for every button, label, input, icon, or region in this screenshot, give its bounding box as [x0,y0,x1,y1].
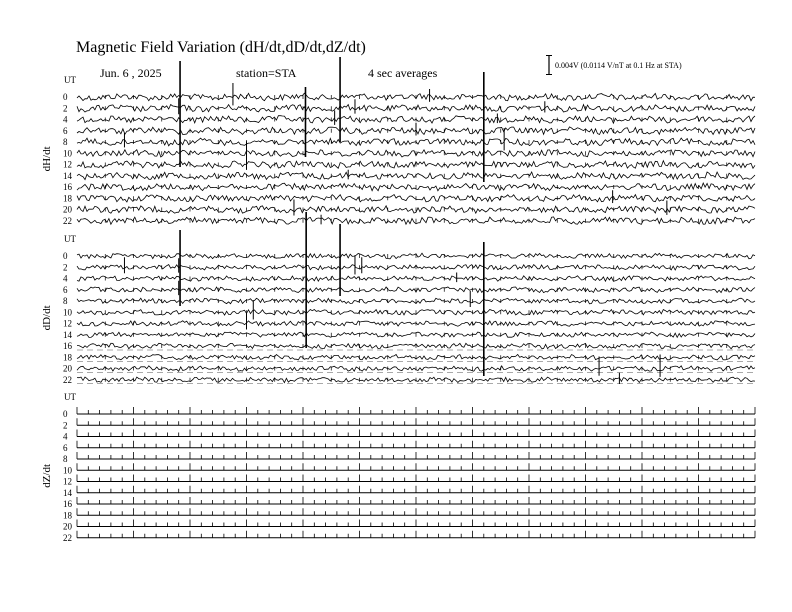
row-label: 0 [63,251,68,261]
row-label: 16 [63,182,72,192]
row-label: 8 [63,454,68,464]
row-label: 4 [63,114,68,125]
row-label: 16 [63,499,72,509]
row-label: 10 [63,148,72,159]
row-label: 20 [63,363,72,374]
row-label: 18 [63,510,72,521]
row-label: 6 [63,442,68,453]
row-label: 12 [63,476,72,487]
row-label: 18 [63,193,72,204]
averaging-label: 4 sec averages [368,66,438,80]
row-label: 4 [63,431,68,442]
row-label: 20 [63,204,72,215]
row-label: 2 [63,103,68,114]
station-label: station=STA [236,66,297,80]
row-label: 12 [63,318,72,329]
time-axis-label: UT [64,392,76,402]
panel-ylabel: dH/dt [41,146,53,172]
row-label: 22 [63,215,72,226]
panel-ylabel: dD/dt [41,305,53,331]
scale-label: 0.004V (0.0114 V/nT at 0.1 Hz at STA) [555,61,682,70]
row-label: 16 [63,341,72,351]
row-label: 20 [63,521,72,532]
row-label: 2 [63,262,68,273]
row-label: 8 [63,296,68,306]
row-label: 18 [63,352,72,363]
row-label: 8 [63,137,68,147]
row-label: 2 [63,420,68,431]
row-label: 22 [63,374,72,385]
panel-ylabel: dZ/dt [41,463,53,488]
row-label: 6 [63,125,68,136]
row-label: 0 [63,92,68,102]
row-label: 4 [63,273,68,284]
time-axis-label: UT [64,234,76,244]
row-label: 0 [63,409,68,419]
row-label: 14 [63,170,72,181]
row-label: 6 [63,284,68,295]
row-label: 22 [63,532,72,543]
row-label: 12 [63,159,72,170]
row-label: 10 [63,307,72,318]
date-label: Jun. 6 , 2025 [100,66,162,80]
row-label: 10 [63,465,72,476]
time-axis-label: UT [64,75,76,85]
chart-title: Magnetic Field Variation (dH/dt,dD/dt,dZ/dt) [76,39,366,56]
panel-dzdt [41,392,755,543]
row-label: 14 [63,329,72,340]
panel-dhdt [41,57,755,226]
panel-dddt [41,212,755,385]
row-label: 14 [63,487,72,498]
